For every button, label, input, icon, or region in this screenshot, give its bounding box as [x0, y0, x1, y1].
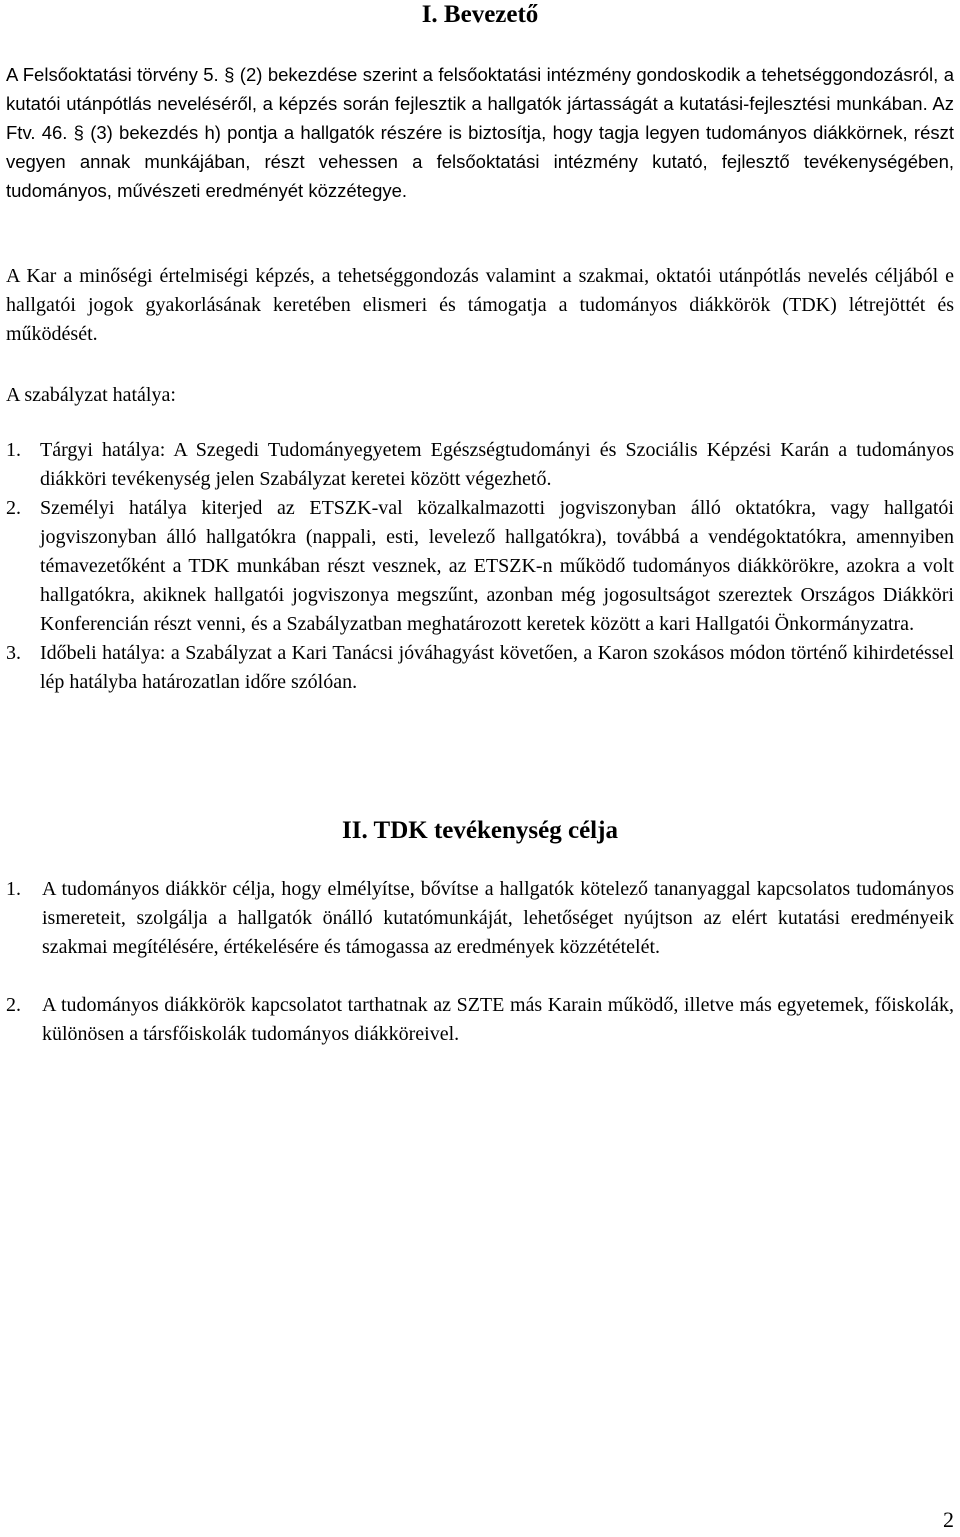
list-item-number: 3. [6, 642, 21, 664]
section-heading-introduction: I. Bevezető [421, 1, 539, 28]
list-item [6, 436, 954, 494]
list-item-text: Időbeli hatálya: a Szabályzat a Kari Tanácsi jóváhagyást követően, a Karon szokásos módon történő kihirdetéssel lép hatályba határozatlan időre szólóan. [40, 642, 954, 693]
list-item-number: 1. [6, 439, 21, 461]
goal-list [6, 875, 954, 1049]
scope-list [6, 436, 954, 697]
intro-paragraph-faculty: A Kar a minőségi értelmiségi képzés, a tehetséggondozás valamint a szakmai, oktatói utánpótlás nevelés céljából e hallgatói jogok gyakorlásának keretében elismeri és támogatja a tudományos diákkörök (TDK) létrejöttét és működését. [6, 265, 954, 345]
intro-paragraph-law: A Felsőoktatási törvény 5. § (2) bekezdése szerint a felsőoktatási intézmény gondoskodik a tehetséggondozásról, a kutatói utánpótlás neveléséről, a képzés során fejlesztik a hallgatók jártasságát a kutatási-fejlesztési munkában. Az Ftv. 46. § (3) bekezdés h) pontja a hallgatók részére is biztosítja, hogy tagja legyen tudományos diákkörnek, részt vegyen annak munkájában, részt vehessen a felsőoktatási intézmény kutató, fejlesztő tevékenységében, tudományos, művészeti eredményét közzétegye. [6, 64, 954, 201]
page-number: 2 [943, 1507, 954, 1532]
list-item-text: Személyi hatálya kiterjed az ETSZK-val közalkalmazotti jogviszonyban álló oktatókra, vagy hallgatói jogviszonyban álló hallgatókra (nappali, esti, levelező hallgatókra), továbbá a vendégoktatókra, amennyiben témavezetőként a TDK munkában részt vesznek, az ETSZK-n működő tudományos diákkörökre, azokra a volt hallgatókra, akiknek hallgatói jogviszonya megszűnt, azonban még jogosultságot szereztek Országos Diákköri Konferencián részt venni, és a Szabályzatban meghatározott keretek között a kari Hallgatói Önkormányzatra. [40, 497, 954, 635]
list-item-text: A tudományos diákkör célja, hogy elmélyítse, bővítse a hallgatók kötelező tananyaggal kapcsolatos tudományos ismereteit, szolgálja a hallgatók önálló kutatómunkáját, lehetőséget nyújtson az elért kutatási eredményeik szakmai megítélésére, értékelésére és támogassa az eredmények közzétételét. [42, 878, 954, 958]
list-item [6, 639, 954, 697]
list-item [6, 875, 954, 962]
section-heading-tdk-goal: II. TDK tevékenység célja [342, 817, 618, 844]
list-item [6, 991, 954, 1049]
list-item-number: 1. [6, 878, 21, 900]
scope-label: A szabályzat hatálya: [6, 384, 176, 406]
list-item-text: A tudományos diákkörök kapcsolatot tarthatnak az SZTE más Karain működő, illetve más egyetemek, főiskolák, különösen a társfőiskolák tudományos diákköreivel. [42, 994, 954, 1045]
list-item-number: 2. [6, 994, 21, 1016]
list-item [6, 494, 954, 639]
list-item-text: Tárgyi hatálya: A Szegedi Tudományegyetem Egészségtudományi és Szociális Képzési Karán a tudományos diákköri tevékenység jelen Szabályzat keretei között végezhető. [40, 439, 954, 490]
list-item-number: 2. [6, 497, 21, 519]
